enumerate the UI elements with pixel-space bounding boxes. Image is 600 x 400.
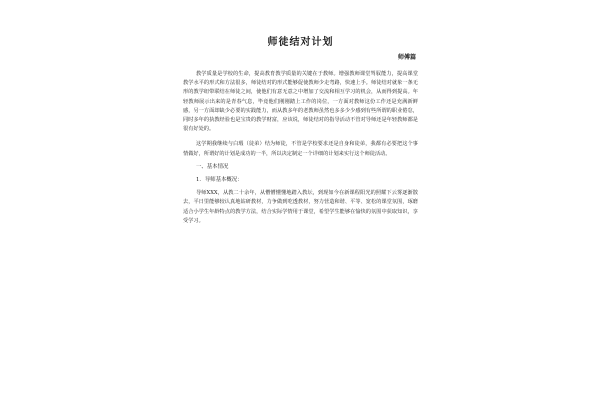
subsection-heading: 1．导师基本概况： [196, 177, 243, 184]
section-heading: 一、基本情况 [196, 163, 229, 170]
document-page [183, 0, 418, 400]
intro-paragraph: 教学质量是学校的生命，提高教育教学质量的关键在于教师。增强教师课堂驾驭能力，提高课堂教学水平的形式和方法很多，师徒结对的形式能够促使教师少走弯路，快速上手。师徒结对就象一条无形的教学纽带联结在师徒之间，使他们有意无意之中增加了交流和相互学习的机会，从而得到提高。年轻教师展示出来的是青春气息，毕竟他们刚刚踏上工作的岗位，一方面对教师这份工作还是充满新鲜感，另一方面却缺少必要的实践能力，而从教多年的老教师虽然也多多少少感到有些所谓的职业倦怠，同时多年的执教经验也是宝贵的教学财富，应该说，师徒结对的指导活动不管对导师还是年轻教师都是很有好处的。 [183, 71, 418, 133]
mentor-overview-paragraph: 导师XXX，从教二十余年，从懵懵懂懂地踏入教坛，到现如今在新课程阳光的照耀下云雾逐渐散去，平日里能够较认真地钻研教材，力争做到吃透教材，努力营造和谐、平等、宽松的课堂氛围，琢磨适合小学生年龄特点的教学方法，结合实际学情用于课堂，希望学生能够在愉快的氛围中获取知识，享受学习。 [183, 190, 418, 224]
document-author: 师傅篇 [397, 54, 416, 61]
document-title: 师徒结对计划 [267, 37, 334, 48]
plan-paragraph: 这学期我继续与白瑕（徒弟）结为师徒，不管是学校要求还是自身和徒弟，我都有必要把这个事情做好，所谓好的计划是成功的一半，所以决定制定一个详细的计划来实行这个师徒活动。 [183, 141, 418, 157]
